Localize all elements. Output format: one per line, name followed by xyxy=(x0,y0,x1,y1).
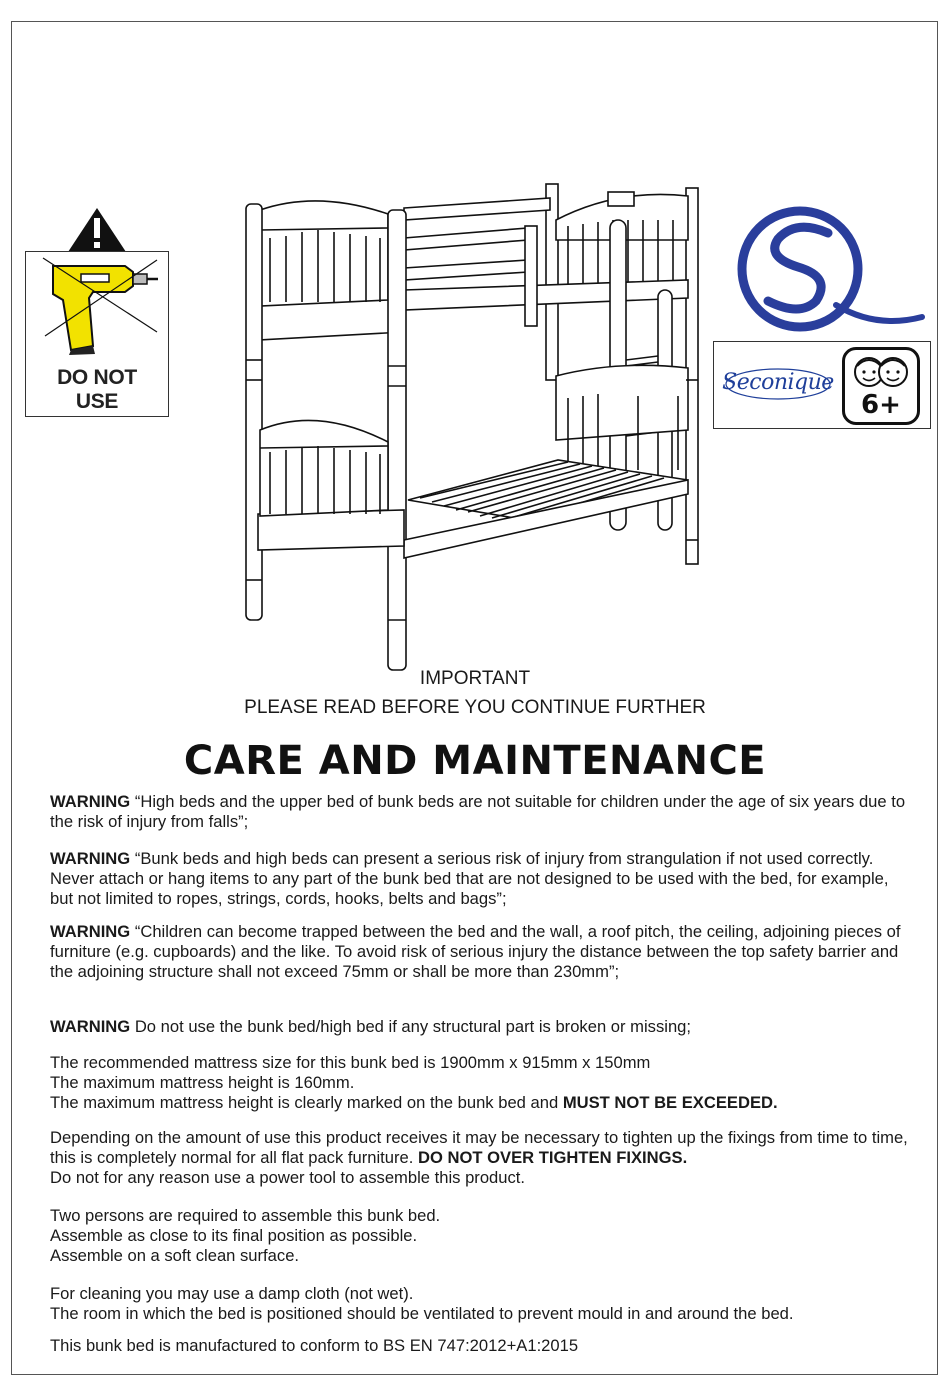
warning-label: WARNING xyxy=(50,792,131,811)
warning-2 xyxy=(50,849,910,909)
assembly-line: Assemble as close to its final position as possible. xyxy=(50,1226,418,1245)
do-not-use-line2: USE xyxy=(75,390,119,413)
assembly-line: Assemble on a soft clean surface. xyxy=(50,1246,300,1265)
read-before-heading: PLEASE READ BEFORE YOU CONTINUE FURTHER xyxy=(244,697,706,718)
warning-3 xyxy=(50,922,910,982)
warning-label: WARNING xyxy=(50,922,131,941)
power-tool-line: Do not for any reason use a power tool to assemble this product. xyxy=(50,1168,526,1187)
do-not-use-panel xyxy=(25,251,169,417)
important-heading: IMPORTANT xyxy=(419,668,531,689)
mattress-line-1: The recommended mattress size for this bunk bed is 1900mm x 915mm x 150mm xyxy=(50,1053,651,1072)
bunk-bed-illustration xyxy=(238,180,708,680)
warning-text: “High beds and the upper bed of bunk beds are not suitable for children under the age of six years due to the risk of injury from falls”; xyxy=(50,792,906,831)
children-faces-icon xyxy=(845,352,917,392)
seconique-wordmark: Seconique xyxy=(722,360,834,406)
warning-4 xyxy=(50,1017,910,1037)
seconique-s-logo-icon xyxy=(736,205,926,333)
standard-conformance: This bunk bed is manufactured to conform to BS EN 747:2012+A1:2015 xyxy=(50,1336,579,1355)
assembly-line: Two persons are required to assemble this bunk bed. xyxy=(50,1206,441,1225)
warning-text: “Bunk beds and high beds can present a serious risk of injury from strangulation if not used correctly. Never attach or hang items to any part of the bunk bed that are not designed to be used with the bed, for example, but not limited to ropes, strings, cords, hooks, belts and bags”; xyxy=(50,849,889,908)
warning-text: Do not use the bunk bed/high bed if any structural part is broken or missing; xyxy=(130,1017,692,1036)
cleaning-line: For cleaning you may use a damp cloth (not wet). xyxy=(50,1284,414,1303)
brand-age-panel xyxy=(713,341,931,429)
age-6-plus-badge xyxy=(842,347,920,425)
power-drill-crossed-icon xyxy=(41,256,159,356)
warning-label: WARNING xyxy=(50,849,131,868)
page-title: CARE AND MAINTENANCE xyxy=(183,738,767,784)
assembly-section xyxy=(50,1206,910,1266)
do-not-use-line1: DO NOT xyxy=(57,366,137,389)
mattress-line-2: The maximum mattress height is 160mm. xyxy=(50,1073,355,1092)
warning-1 xyxy=(50,792,910,832)
warning-triangle-icon xyxy=(66,206,128,254)
cleaning-section xyxy=(50,1284,910,1324)
warning-label: WARNING xyxy=(50,1017,131,1036)
fixings-section xyxy=(50,1128,910,1188)
age-label: 6+ xyxy=(861,390,901,420)
cleaning-line: The room in which the bed is positioned should be ventilated to prevent mould in and around the bed. xyxy=(50,1304,794,1323)
mattress-line-3: The maximum mattress height is clearly marked on the bunk bed and MUST NOT BE EXCEEDED. xyxy=(50,1093,778,1112)
fixings-paragraph: Depending on the amount of use this product receives it may be necessary to tighten up the fixings from time to time, this is completely normal for all flat pack furniture. DO NOT OVER TIGHTEN FIXINGS. xyxy=(50,1128,908,1167)
warning-text: “Children can become trapped between the bed and the wall, a roof pitch, the ceiling, adjoining pieces of furniture (e.g. cupboards) and the like. To avoid risk of serious injury the distance between the top safety barrier and the adjoining structure shall not exceed 75mm or shall be more than 230mm”; xyxy=(50,922,901,981)
mattress-section xyxy=(50,1053,910,1113)
